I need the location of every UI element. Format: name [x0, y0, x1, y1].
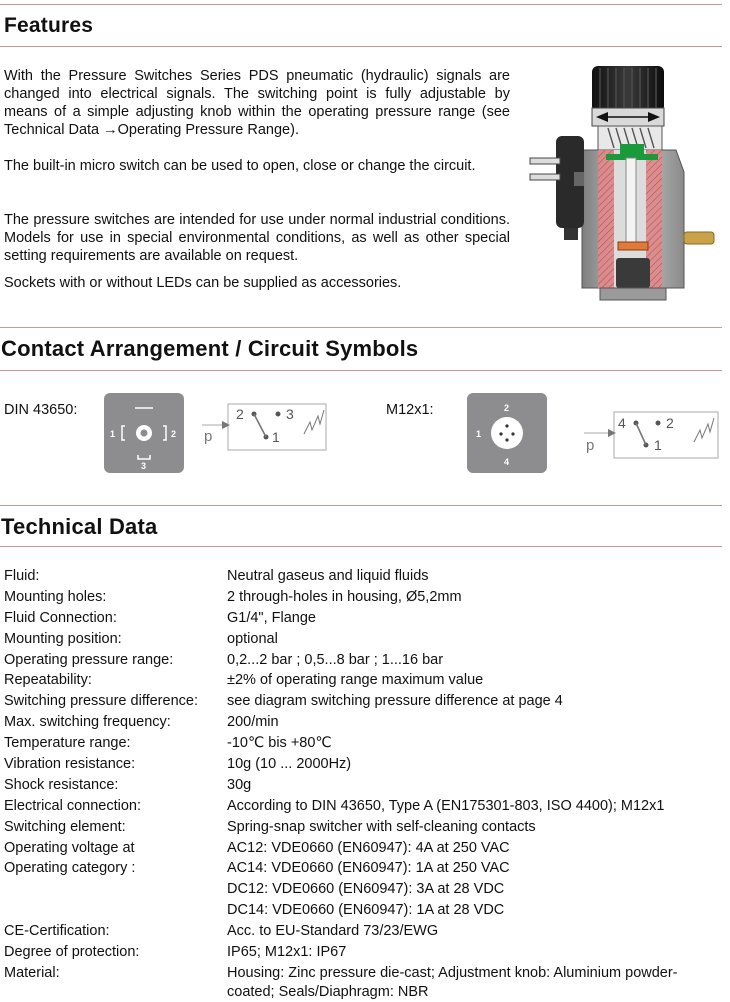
- technical-data-row: [4, 900, 724, 921]
- din-pin-2: 2: [171, 429, 177, 439]
- technical-data-row: [4, 712, 724, 733]
- m12-contact-c: 1: [654, 437, 662, 453]
- features-paragraph-1: With the Pressure Switches Series PDS pneumatic (hydraulic) signals are changed into electrical signals. The switching point is fully adjustable by means of a simple adjusting knob within the operating pressure range (see Technical Data →Operating Pressure Range).: [4, 68, 510, 138]
- features-heading: Features: [4, 14, 94, 37]
- technical-data-value: 0,2...2 bar ; 0,5...8 bar ; 1...16 bar: [227, 651, 444, 668]
- technical-data-row: [4, 879, 724, 900]
- technical-data-table: [4, 566, 724, 1002]
- technical-data-row: [4, 817, 724, 838]
- technical-data-row: [4, 858, 724, 879]
- technical-data-value: 200/min: [227, 714, 279, 731]
- din-connector-icon: [104, 393, 184, 473]
- m12-pin-4: 4: [504, 457, 510, 467]
- din-contact-c: 1: [272, 429, 280, 445]
- technical-data-value: 30g: [227, 776, 252, 793]
- m12-connector-tile: [467, 393, 547, 473]
- technical-data-key: Fluid:: [4, 568, 40, 584]
- technical-data-key: Mounting position:: [4, 630, 122, 647]
- technical-data-key: CE-Certification:: [4, 923, 110, 940]
- technical-data-row: [4, 608, 724, 629]
- technical-data-row: [4, 691, 724, 712]
- technical-data-key: Max. switching frequency:: [4, 714, 171, 731]
- technical-data-value: ±2% of operating range maximum value: [227, 672, 484, 689]
- technical-data-key: Degree of protection:: [4, 944, 140, 961]
- technical-data-row: [4, 566, 724, 587]
- technical-data-row: [4, 670, 724, 691]
- technical-data-value: AC14: VDE0660 (EN60947): 1A at 250 VAC: [227, 860, 510, 877]
- technical-data-value: -10℃ bis +80℃: [227, 735, 332, 752]
- top-rule: [0, 4, 722, 5]
- technical-data-key: Electrical connection:: [4, 797, 142, 814]
- contact-rule-bottom: [0, 370, 722, 371]
- technical-data-row: [4, 629, 724, 650]
- technical-data-key: Mounting holes:: [4, 588, 107, 605]
- technical-rule-bottom: [0, 546, 722, 547]
- din-circuit-symbol: [200, 402, 330, 452]
- features-paragraph-3: The pressure switches are intended for use under normal industrial conditions. Models for use in special environmental conditions, as well as other special setting requirements are available on request.: [4, 212, 510, 264]
- din-label: DIN 43650:: [4, 402, 78, 418]
- technical-data-key: Shock resistance:: [4, 776, 119, 793]
- technical-data-row: [4, 838, 724, 859]
- technical-data-value: Housing: Zinc pressure die-cast; Adjustment knob: Aluminium powder-coated; Seals/Diaphragm: NBR: [227, 964, 678, 1000]
- din-contact-a: 2: [236, 406, 244, 422]
- technical-data-key: Repeatability:: [4, 672, 92, 689]
- technical-data-value: see diagram switching pressure difference at page 4: [227, 693, 563, 710]
- technical-data-row: [4, 650, 724, 671]
- technical-data-key: Temperature range:: [4, 735, 131, 752]
- technical-data-row: [4, 963, 724, 1002]
- technical-data-value: 10g (10 ... 2000Hz): [227, 756, 352, 773]
- technical-data-key: Switching pressure difference:: [4, 693, 198, 710]
- technical-data-key: Vibration resistance:: [4, 756, 136, 773]
- technical-data-row: [4, 733, 724, 754]
- technical-data-value: Spring-snap switcher with self-cleaning contacts: [227, 818, 536, 835]
- din-pin-1: 1: [110, 429, 116, 439]
- contact-rule-top: [0, 327, 722, 328]
- technical-data-value: DC12: VDE0660 (EN60947): 3A at 28 VDC: [227, 881, 505, 898]
- technical-data-value: G1/4", Flange: [227, 609, 316, 626]
- technical-rule-top: [0, 505, 722, 506]
- technical-data-row: [4, 942, 724, 963]
- technical-data-row: [4, 921, 724, 942]
- features-paragraph-4: Sockets with or without LEDs can be supplied as accessories.: [4, 275, 402, 291]
- m12-connector-icon: [467, 393, 547, 473]
- din-pin-3: 3: [141, 461, 147, 471]
- m12-contact-a: 4: [618, 415, 626, 431]
- technical-data-value: Acc. to EU-Standard 73/23/EWG: [227, 923, 439, 940]
- technical-data-key: Fluid Connection:: [4, 609, 117, 626]
- technical-data-value: IP65; M12x1: IP67: [227, 944, 347, 961]
- technical-data-key: [4, 900, 227, 921]
- technical-data-value: Neutral gaseus and liquid fluids: [227, 568, 429, 584]
- pressure-switch-cutaway-image: [516, 62, 722, 304]
- technical-heading: Technical Data: [1, 514, 158, 539]
- m12-contact-b: 2: [666, 415, 674, 431]
- technical-data-value: According to DIN 43650, Type A (EN175301-803, ISO 4400); M12x1: [227, 797, 665, 814]
- technical-data-value: AC12: VDE0660 (EN60947): 4A at 250 VAC: [227, 839, 510, 856]
- technical-data-key: Switching element:: [4, 818, 126, 835]
- m12-pin-1: 1: [476, 429, 482, 439]
- technical-data-key: Material:: [4, 964, 60, 981]
- features-paragraph-2: The built-in micro switch can be used to open, close or change the circuit.: [4, 158, 476, 174]
- technical-data-value: DC14: VDE0660 (EN60947): 1A at 28 VDC: [227, 902, 505, 919]
- technical-data-value: 2 through-holes in housing, Ø5,2mm: [227, 588, 462, 605]
- technical-data-row: [4, 754, 724, 775]
- m12-pressure-label: p: [586, 437, 595, 454]
- technical-data-row: [4, 587, 724, 608]
- contact-heading: Contact Arrangement / Circuit Symbols: [1, 336, 419, 361]
- technical-data-key: Operating pressure range:: [4, 651, 174, 668]
- technical-data-row: [4, 796, 724, 817]
- features-rule: [0, 46, 722, 47]
- technical-data-key: Operating voltage at: [4, 839, 135, 856]
- technical-data-value: optional: [227, 630, 278, 647]
- din-connector-tile: [104, 393, 184, 473]
- technical-data-row: [4, 775, 724, 796]
- din-contact-b: 3: [286, 406, 294, 422]
- m12-circuit-symbol: [582, 410, 722, 460]
- m12-pin-2: 2: [504, 403, 510, 413]
- technical-data-key: [4, 879, 227, 900]
- din-pressure-label: p: [204, 428, 213, 445]
- technical-data-key: Operating category :: [4, 860, 136, 877]
- m12-label: M12x1:: [386, 402, 434, 418]
